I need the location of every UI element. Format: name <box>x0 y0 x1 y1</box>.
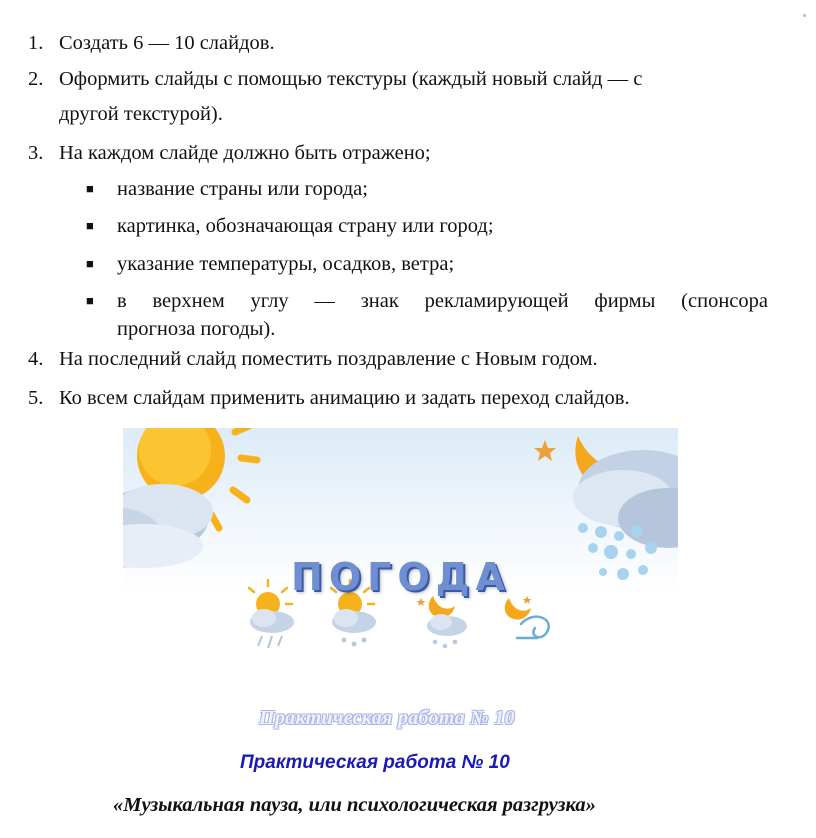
task-number: 1. <box>28 32 44 54</box>
task-number: 4. <box>28 348 44 370</box>
task-text: На каждом слайде должно быть отражено; <box>59 142 431 164</box>
moon-cloud-snow-icon <box>417 596 468 648</box>
task-text: Создать 6 — 10 слайдов. <box>59 32 275 54</box>
corner-mark <box>803 14 806 17</box>
task-text: Ко всем слайдам применить анимацию и задать переход слайдов. <box>59 387 630 409</box>
task-text: На последний слайд поместить поздравление с Новым годом. <box>59 348 598 370</box>
work-title: Практическая работа № 10 <box>240 752 510 773</box>
bullet-text-line-2: прогноза погоды). <box>117 318 276 340</box>
weather-banner-image <box>123 428 678 666</box>
cloud-left-icon <box>123 484 213 568</box>
task-number: 3. <box>28 142 44 164</box>
square-bullet-icon: ■ <box>86 293 94 308</box>
task-item-2 <box>28 67 768 127</box>
bullet-text: картинка, обозначающая страну или город; <box>117 215 494 237</box>
task-number: 5. <box>28 387 44 409</box>
square-bullet-icon: ■ <box>86 181 94 196</box>
bullet-text: название страны или города; <box>117 178 368 200</box>
bullet-text: указание температуры, осадков, ветра; <box>117 253 455 275</box>
bullet-text-line-1: в верхнем углу — знак рекламирующей фирмы (спонсора <box>117 290 768 312</box>
subtitle: «Музыкальная пауза, или психологическая разгрузка» <box>113 794 596 816</box>
weather-illustration <box>123 428 678 666</box>
task-text-line-1: Оформить слайды с помощью текстуры (каждый новый слайд — с <box>59 68 643 90</box>
square-bullet-icon: ■ <box>86 218 94 233</box>
task-number: 2. <box>28 68 44 90</box>
task-text-line-2: другой текстурой). <box>59 103 223 125</box>
moon-wind-icon <box>505 596 549 638</box>
outline-title: Практическая работа № 10 <box>259 707 515 729</box>
banner-title: ПОГОДА <box>291 555 511 599</box>
bullet-item-4 <box>86 289 768 339</box>
square-bullet-icon: ■ <box>86 256 94 271</box>
